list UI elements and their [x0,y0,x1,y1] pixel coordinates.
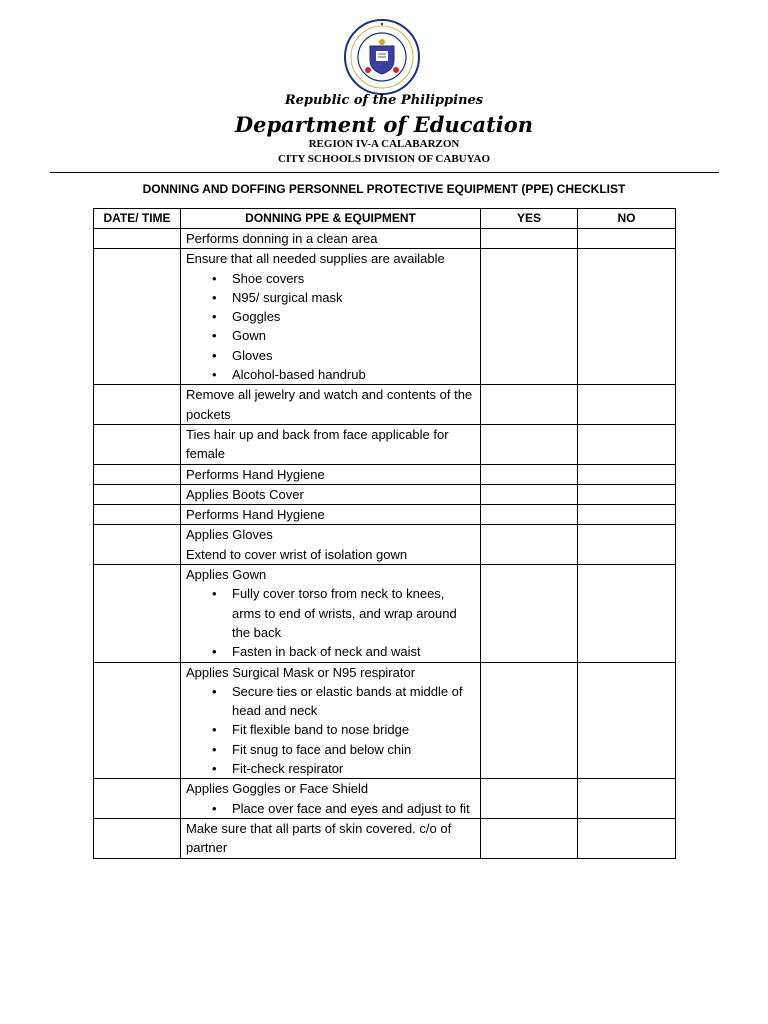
checklist-sub-item: • N95/ surgical mask [232,288,475,307]
table-row [94,464,676,484]
no-check-cell[interactable] [578,484,676,504]
table-row [94,484,676,504]
table-row [94,229,676,249]
date-time-cell[interactable] [94,385,181,425]
checklist-sub-item: • Fit flexible band to nose bridge [232,720,475,739]
no-check-cell[interactable] [578,424,676,464]
checklist-item-cell [181,525,481,565]
checklist-item-text: Applies Boots Cover [186,486,304,502]
checklist-item-cell [181,424,481,464]
no-check-cell[interactable] [578,464,676,484]
checklist-sub-item: • Place over face and eyes and adjust to fit [232,799,475,818]
yes-check-cell[interactable] [481,385,578,425]
date-time-cell[interactable] [94,484,181,504]
table-row [94,424,676,464]
checklist-item-text: Performs Hand Hygiene [186,507,325,523]
yes-check-cell[interactable] [481,484,578,504]
checklist-sub-item: • Fit-check respirator [232,759,475,778]
column-header-no: NO [578,209,676,229]
no-check-cell[interactable] [578,229,676,249]
checklist-sub-item: • Secure ties or elastic bands at middle of head and neck [232,682,475,721]
table-header-row [94,209,676,229]
checklist-sub-items [186,682,475,778]
checklist-item-cell [181,464,481,484]
checklist-item-text: Applies Surgical Mask or N95 respirator [186,664,416,680]
date-time-cell[interactable] [94,779,181,819]
no-check-cell[interactable] [578,662,676,779]
checklist-sub-items [186,799,475,818]
region-heading: REGION IV-A CALABARZON [308,138,460,150]
checklist-sub-item: • Gloves [232,346,475,365]
checklist-sub-item: • Fully cover torso from neck to knees, arms to end of wrists, and wrap around the back [232,584,475,642]
checklist-sub-item: • Fasten in back of neck and waist [232,642,475,661]
checklist-item-cell [181,229,481,249]
no-check-cell[interactable] [578,565,676,662]
yes-check-cell[interactable] [481,525,578,565]
checklist-item-text: Ties hair up and back from face applicable for female [186,426,449,462]
deped-seal-logo [343,18,421,96]
no-check-cell[interactable] [578,249,676,385]
column-header-donning: DONNING PPE & EQUIPMENT [181,209,481,229]
yes-check-cell[interactable] [481,505,578,525]
date-time-cell[interactable] [94,464,181,484]
checklist-item-text: Performs donning in a clean area [186,231,378,246]
checklist-item-text: Ensure that all needed supplies are available [186,251,445,267]
checklist-item-text: Applies Gown [186,567,267,583]
date-time-cell[interactable] [94,249,181,385]
department-heading: Department of Education [234,112,534,137]
ppe-checklist-table [93,208,676,859]
checklist-sub-items [186,584,475,661]
table-row [94,249,676,385]
table-row [94,505,676,525]
checklist-item-cell [181,779,481,819]
date-time-cell[interactable] [94,229,181,249]
checklist-item-text: Extend to cover wrist of isolation gown [186,546,408,562]
no-check-cell[interactable] [578,779,676,819]
division-heading: CITY SCHOOLS DIVISION OF CABUYAO [277,153,491,165]
checklist-item-text: Make sure that all parts of skin covered. c/o of partner [186,820,452,856]
table-row [94,565,676,662]
table-row [94,779,676,819]
seal-icon [343,18,421,96]
yes-check-cell[interactable] [481,464,578,484]
date-time-cell[interactable] [94,525,181,565]
column-header-date-time: DATE/ TIME [94,209,181,229]
checklist-item-cell [181,565,481,662]
table-row [94,818,676,858]
checklist-item-cell [181,385,481,425]
table-row [94,662,676,779]
checklist-item-text: Applies Gloves [186,527,273,543]
checklist-sub-item: • Goggles [232,307,475,326]
yes-check-cell[interactable] [481,818,578,858]
checklist-item-cell [181,484,481,504]
header-divider [50,172,719,173]
date-time-cell[interactable] [94,505,181,525]
date-time-cell[interactable] [94,565,181,662]
checklist-item-text: Applies Goggles or Face Shield [186,781,369,797]
republic-heading: Republic of the Philippines [284,93,484,108]
table-row [94,525,676,565]
table-row [94,385,676,425]
checklist-item-cell [181,249,481,385]
checklist-item-cell [181,662,481,779]
no-check-cell[interactable] [578,818,676,858]
no-check-cell[interactable] [578,385,676,425]
checklist-sub-item: • Gown [232,326,475,345]
checklist-sub-item: • Shoe covers [232,269,475,288]
checklist-item-cell [181,505,481,525]
checklist-title: DONNING AND DOFFING PERSONNEL PROTECTIVE EQUIPMENT (PPE) CHECKLIST [142,182,626,196]
checklist-sub-item: • Alcohol-based handrub [232,365,475,384]
yes-check-cell[interactable] [481,229,578,249]
column-header-yes: YES [481,209,578,229]
yes-check-cell[interactable] [481,424,578,464]
yes-check-cell[interactable] [481,662,578,779]
date-time-cell[interactable] [94,662,181,779]
checklist-rows [94,229,676,859]
checklist-sub-item: • Fit snug to face and below chin [232,740,475,759]
yes-check-cell[interactable] [481,565,578,662]
checklist-item-text: Performs Hand Hygiene [186,466,325,482]
checklist-item-text: Remove all jewelry and watch and contents of the pockets [186,387,473,422]
checklist-sub-items [186,269,475,385]
checklist-item-cell [181,818,481,858]
yes-check-cell[interactable] [481,779,578,819]
date-time-cell[interactable] [94,424,181,464]
no-check-cell[interactable] [578,505,676,525]
date-time-cell[interactable] [94,818,181,858]
no-check-cell[interactable] [578,525,676,565]
yes-check-cell[interactable] [481,249,578,385]
